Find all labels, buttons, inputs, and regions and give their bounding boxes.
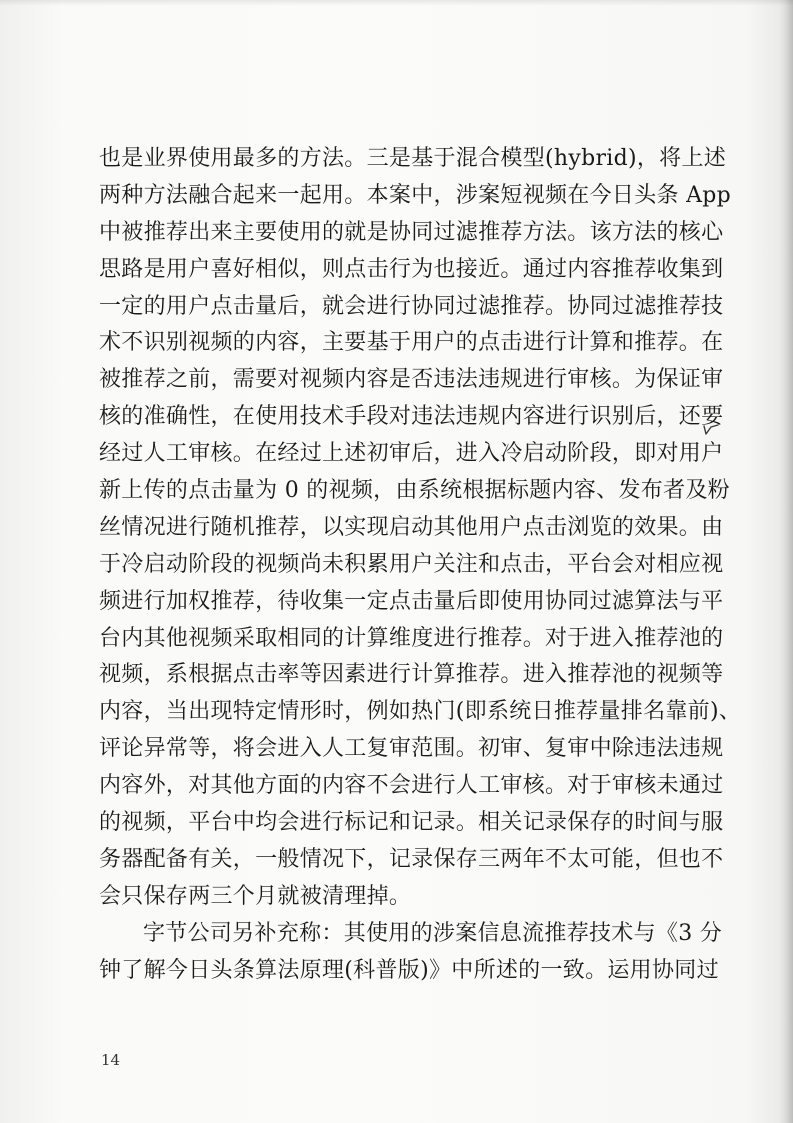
- text-line: 频进行加权推荐，待收集一定点击量后即使用协同过滤算法与平: [99, 588, 724, 614]
- text-line: 两种方法融合起来一起用。本案中，涉案短视频在今日头条 App: [99, 182, 732, 208]
- text-line: 于冷启动阶段的视频尚未积累用户关注和点击，平台会对相应视: [99, 551, 724, 577]
- text-line: 丝情况进行随机推荐，以实现启动其他用户点击浏览的效果。由: [99, 514, 724, 540]
- text-line: 也是业界使用最多的方法。三是基于混合模型(hybrid)，将上述: [99, 146, 727, 171]
- text-line: 台内其他视频采取相同的计算维度进行推荐。对于进入推荐池的: [99, 625, 724, 651]
- paragraph-first-line: 字节公司另补充称：其使用的涉案信息流推荐技术与《3 分: [143, 920, 723, 946]
- margin-pen-mark: [702, 422, 720, 438]
- text-line: 被推荐之前，需要对视频内容是否违法违规进行审核。为保证审: [99, 367, 724, 393]
- text-line: 钟了解今日头条算法原理(科普版)》中所述的一致。运用协同过: [99, 957, 719, 983]
- text-line: 中被推荐出来主要使用的就是协同过滤推荐方法。该方法的核心: [99, 219, 724, 245]
- body-text: [99, 141, 742, 989]
- page-number: 14: [101, 1051, 121, 1069]
- text-line: 核的准确性，在使用技术手段对违法违规内容进行识别后，还要: [99, 404, 724, 430]
- page-right-shadow: [779, 0, 793, 1123]
- text-line: 会只保存两三个月就被清理掉。: [99, 883, 412, 909]
- text-line: 思路是用户喜好相似，则点击行为也接近。通过内容推荐收集到: [99, 256, 724, 282]
- text-line: 内容，当出现特定情形时，例如热门(即系统日推荐量排名靠前)、: [99, 699, 742, 725]
- text-line: 视频，系根据点击率等因素进行计算推荐。进入推荐池的视频等: [99, 662, 724, 688]
- text-line: 的视频，平台中均会进行标记和记录。相关记录保存的时间与服: [99, 810, 724, 836]
- text-line: 务器配备有关，一般情况下，记录保存三两年不太可能，但也不: [99, 846, 724, 872]
- text-line: 新上传的点击量为 0 的视频，由系统根据标题内容、发布者及粉: [99, 478, 730, 504]
- text-line: 经过人工审核。在经过上述初审后，进入冷启动阶段，即对用户: [99, 441, 724, 467]
- page-top-edge: [0, 0, 793, 6]
- text-line: 一定的用户点击量后，就会进行协同过滤推荐。协同过滤推荐技: [99, 293, 724, 319]
- text-line: 内容外，对其他方面的内容不会进行人工审核。对于审核未通过: [99, 773, 724, 799]
- text-line: 评论异常等，将会进入人工复审范围。初审、复审中除违法违规: [99, 736, 724, 762]
- text-line: 术不识别视频的内容，主要基于用户的点击进行计算和推荐。在: [99, 330, 724, 356]
